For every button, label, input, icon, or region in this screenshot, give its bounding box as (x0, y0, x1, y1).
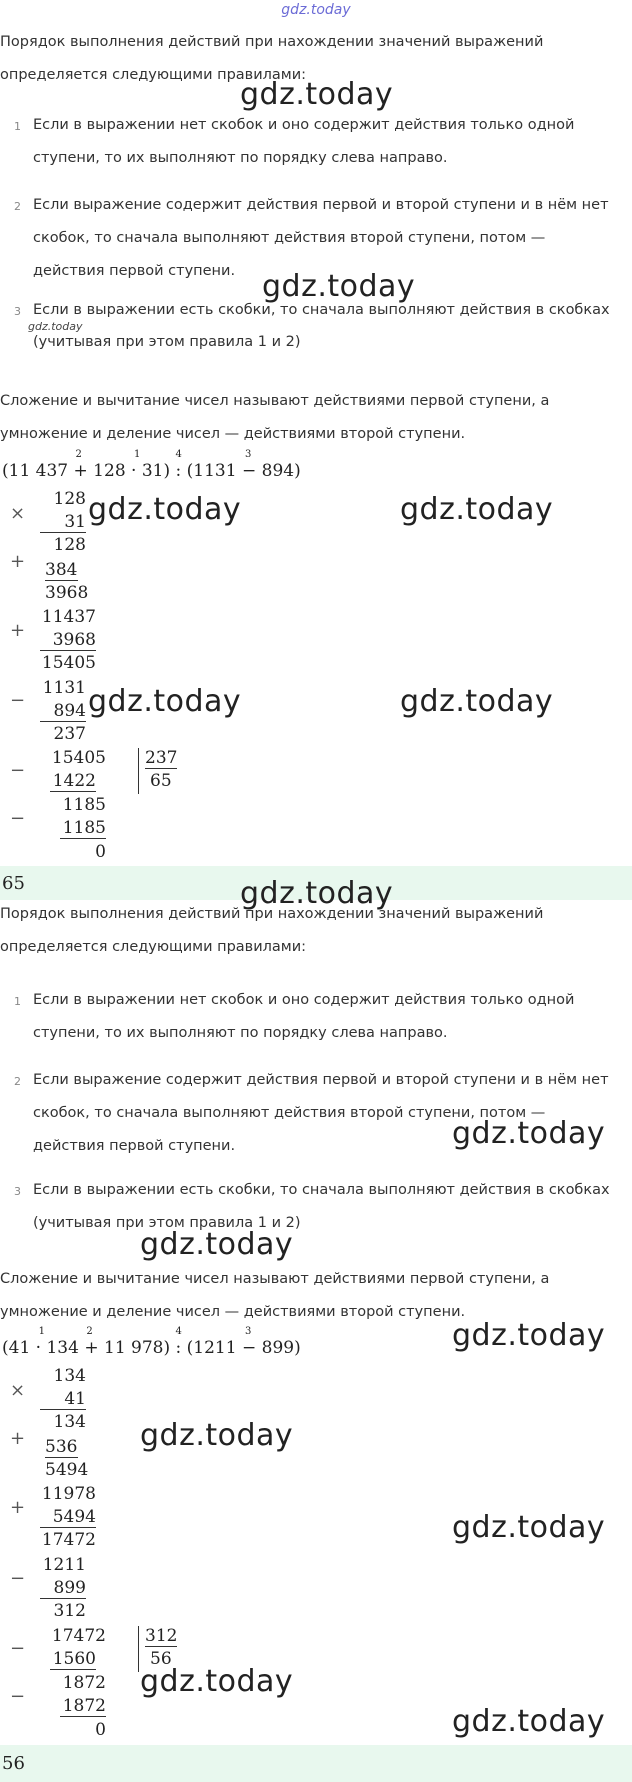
multiplier: 31 (40, 512, 86, 533)
rule-1 (14, 993, 21, 1009)
watermark: gdz.today (140, 1227, 294, 1262)
rule-1-line-2: ступени, то их выполняют по порядку слева направо. (33, 150, 448, 166)
partial-product: 384 (45, 560, 78, 580)
remainder-carry: 1185 (62, 795, 106, 815)
dividend: 17472 (51, 1626, 106, 1646)
watermark: gdz.today (28, 320, 83, 333)
rule-3 (14, 303, 21, 319)
multiply-sign: × (10, 1380, 26, 1401)
minus-sign: − (10, 1686, 26, 1707)
addend: 5494 (40, 1507, 96, 1528)
multiplier: 41 (40, 1389, 86, 1410)
minuend: 1131 (42, 678, 86, 698)
minus-sign: − (10, 1568, 26, 1589)
step-number: 2 (75, 449, 82, 460)
plus-sign: + (10, 620, 26, 641)
subtracted-value: 1872 (60, 1696, 106, 1717)
site-header[interactable]: gdz.today (281, 2, 351, 18)
rule-2-line-3: действия первой ступени. (33, 263, 236, 279)
division-bracket (138, 1626, 139, 1672)
subtrahend: 899 (40, 1578, 86, 1599)
rule-number: 2 (14, 200, 21, 213)
watermark: gdz.today (88, 684, 242, 719)
quotient: 56 (150, 1649, 172, 1669)
answer: 65 (2, 873, 25, 894)
theory-intro-2: определяется следующими правилами: (0, 939, 307, 955)
expression: (11 437 + 2 128 · 1 31) : 4 (1131 − 3 894) (2, 449, 301, 481)
rule-3-line-2: (учитывая при этом правила 1 и 2) (33, 1215, 301, 1231)
rule-1-line-1: Если в выражении нет скобок и оно содержит действия только одной (33, 117, 575, 133)
step-number: 4 (175, 1326, 182, 1337)
plus-sign: + (10, 551, 26, 572)
divisor: 237 (145, 748, 178, 768)
subtrahend: 894 (40, 701, 86, 722)
expression: (41 · 1 134 + 2 11 978) : 4 (1211 − 3 899) (2, 1326, 301, 1358)
watermark: gdz.today (452, 1116, 606, 1151)
rule-number: 1 (14, 120, 21, 133)
step-number: 1 (134, 449, 141, 460)
addend: 11437 (41, 607, 96, 627)
watermark: gdz.today (400, 684, 554, 719)
rule-1-line-2: ступени, то их выполняют по порядку слева направо. (33, 1025, 448, 1041)
remainder: 0 (95, 842, 106, 862)
subtracted-value: 1560 (50, 1649, 96, 1670)
theory-intro-1: Порядок выполнения действий при нахождении значений выражений (0, 34, 544, 50)
rule-2-line-2: скобок, то сначала выполняют действия второй ступени, потом — (33, 1105, 546, 1121)
multiplicand: 128 (53, 489, 86, 509)
step-number: 3 (244, 449, 252, 460)
plus-sign: + (10, 1428, 26, 1449)
theory-intro-2: определяется следующими правилами: (0, 67, 307, 83)
rule-number: 3 (14, 1185, 21, 1198)
subtracted-value: 1185 (60, 818, 106, 839)
step-number: 3 (244, 1326, 252, 1337)
answer: 56 (2, 1753, 25, 1774)
addend: 11978 (41, 1484, 96, 1504)
step-number: 4 (175, 449, 182, 460)
plus-sign: + (10, 1497, 26, 1518)
watermark: gdz.today (140, 1664, 294, 1699)
rule-1 (14, 118, 21, 134)
rule-2-line-2: скобок, то сначала выполняют действия второй ступени, потом — (33, 230, 546, 246)
rule-3-line-1: Если в выражении есть скобки, то сначала выполняют действия в скобках (33, 1182, 610, 1198)
sum: 15405 (41, 653, 96, 673)
watermark: gdz.today (452, 1704, 606, 1739)
theory-outro-2: умножение и деление чисел — действиями второй ступени. (0, 426, 466, 442)
remainder-carry: 1872 (62, 1673, 106, 1693)
sum: 17472 (41, 1530, 96, 1550)
product: 3968 (45, 583, 89, 603)
theory-outro-1: Сложение и вычитание чисел называют действиями первой ступени, а (0, 1271, 550, 1287)
rule-1-line-1: Если в выражении нет скобок и оно содержит действия только одной (33, 992, 575, 1008)
watermark: gdz.today (240, 876, 394, 911)
step-number: 2 (86, 1326, 93, 1337)
difference: 312 (53, 1601, 86, 1621)
rule-2-line-1: Если выражение содержит действия первой и второй ступени и в нём нет (33, 197, 609, 213)
watermark: gdz.today (452, 1318, 606, 1353)
dividend: 15405 (51, 748, 106, 768)
rule-number: 1 (14, 995, 21, 1008)
minuend: 1211 (42, 1555, 86, 1575)
partial-product: 128 (53, 535, 86, 555)
partial-product: 536 (45, 1437, 78, 1457)
rule-2 (14, 198, 21, 214)
watermark: gdz.today (262, 269, 416, 304)
minus-sign: − (10, 760, 26, 781)
watermark: gdz.today (400, 492, 554, 527)
multiplicand: 134 (53, 1366, 86, 1386)
multiply-sign: × (10, 503, 26, 524)
rule-number: 2 (14, 1075, 21, 1088)
minus-sign: − (10, 808, 26, 829)
minus-sign: − (10, 690, 26, 711)
remainder: 0 (95, 1720, 106, 1740)
watermark: gdz.today (240, 77, 394, 112)
theory-outro-1: Сложение и вычитание чисел называют действиями первой ступени, а (0, 393, 550, 409)
answer-band (0, 1745, 632, 1782)
rule-3 (14, 1183, 21, 1199)
difference: 237 (53, 724, 86, 744)
rule-2-line-1: Если выражение содержит действия первой и второй ступени и в нём нет (33, 1072, 609, 1088)
product: 5494 (45, 1460, 89, 1480)
rule-2-line-3: действия первой ступени. (33, 1138, 236, 1154)
subtracted-value: 1422 (50, 771, 96, 792)
theory-intro-1: Порядок выполнения действий при нахождении значений выражений (0, 906, 544, 922)
quotient: 65 (150, 771, 172, 791)
theory-outro-2: умножение и деление чисел — действиями второй ступени. (0, 1304, 466, 1320)
rule-3-line-2: (учитывая при этом правила 1 и 2) (33, 334, 301, 350)
division-bracket (138, 748, 139, 794)
addend: 3968 (40, 630, 96, 651)
partial-product: 134 (53, 1412, 86, 1432)
divisor: 312 (145, 1626, 178, 1646)
watermark: gdz.today (140, 1418, 294, 1453)
minus-sign: − (10, 1638, 26, 1659)
watermark: gdz.today (452, 1510, 606, 1545)
rule-number: 3 (14, 305, 21, 318)
watermark: gdz.today (88, 492, 242, 527)
rule-2 (14, 1073, 21, 1089)
step-number: 1 (38, 1326, 46, 1337)
rule-3-line-1: Если в выражении есть скобки, то сначала выполняют действия в скобках (33, 302, 610, 318)
